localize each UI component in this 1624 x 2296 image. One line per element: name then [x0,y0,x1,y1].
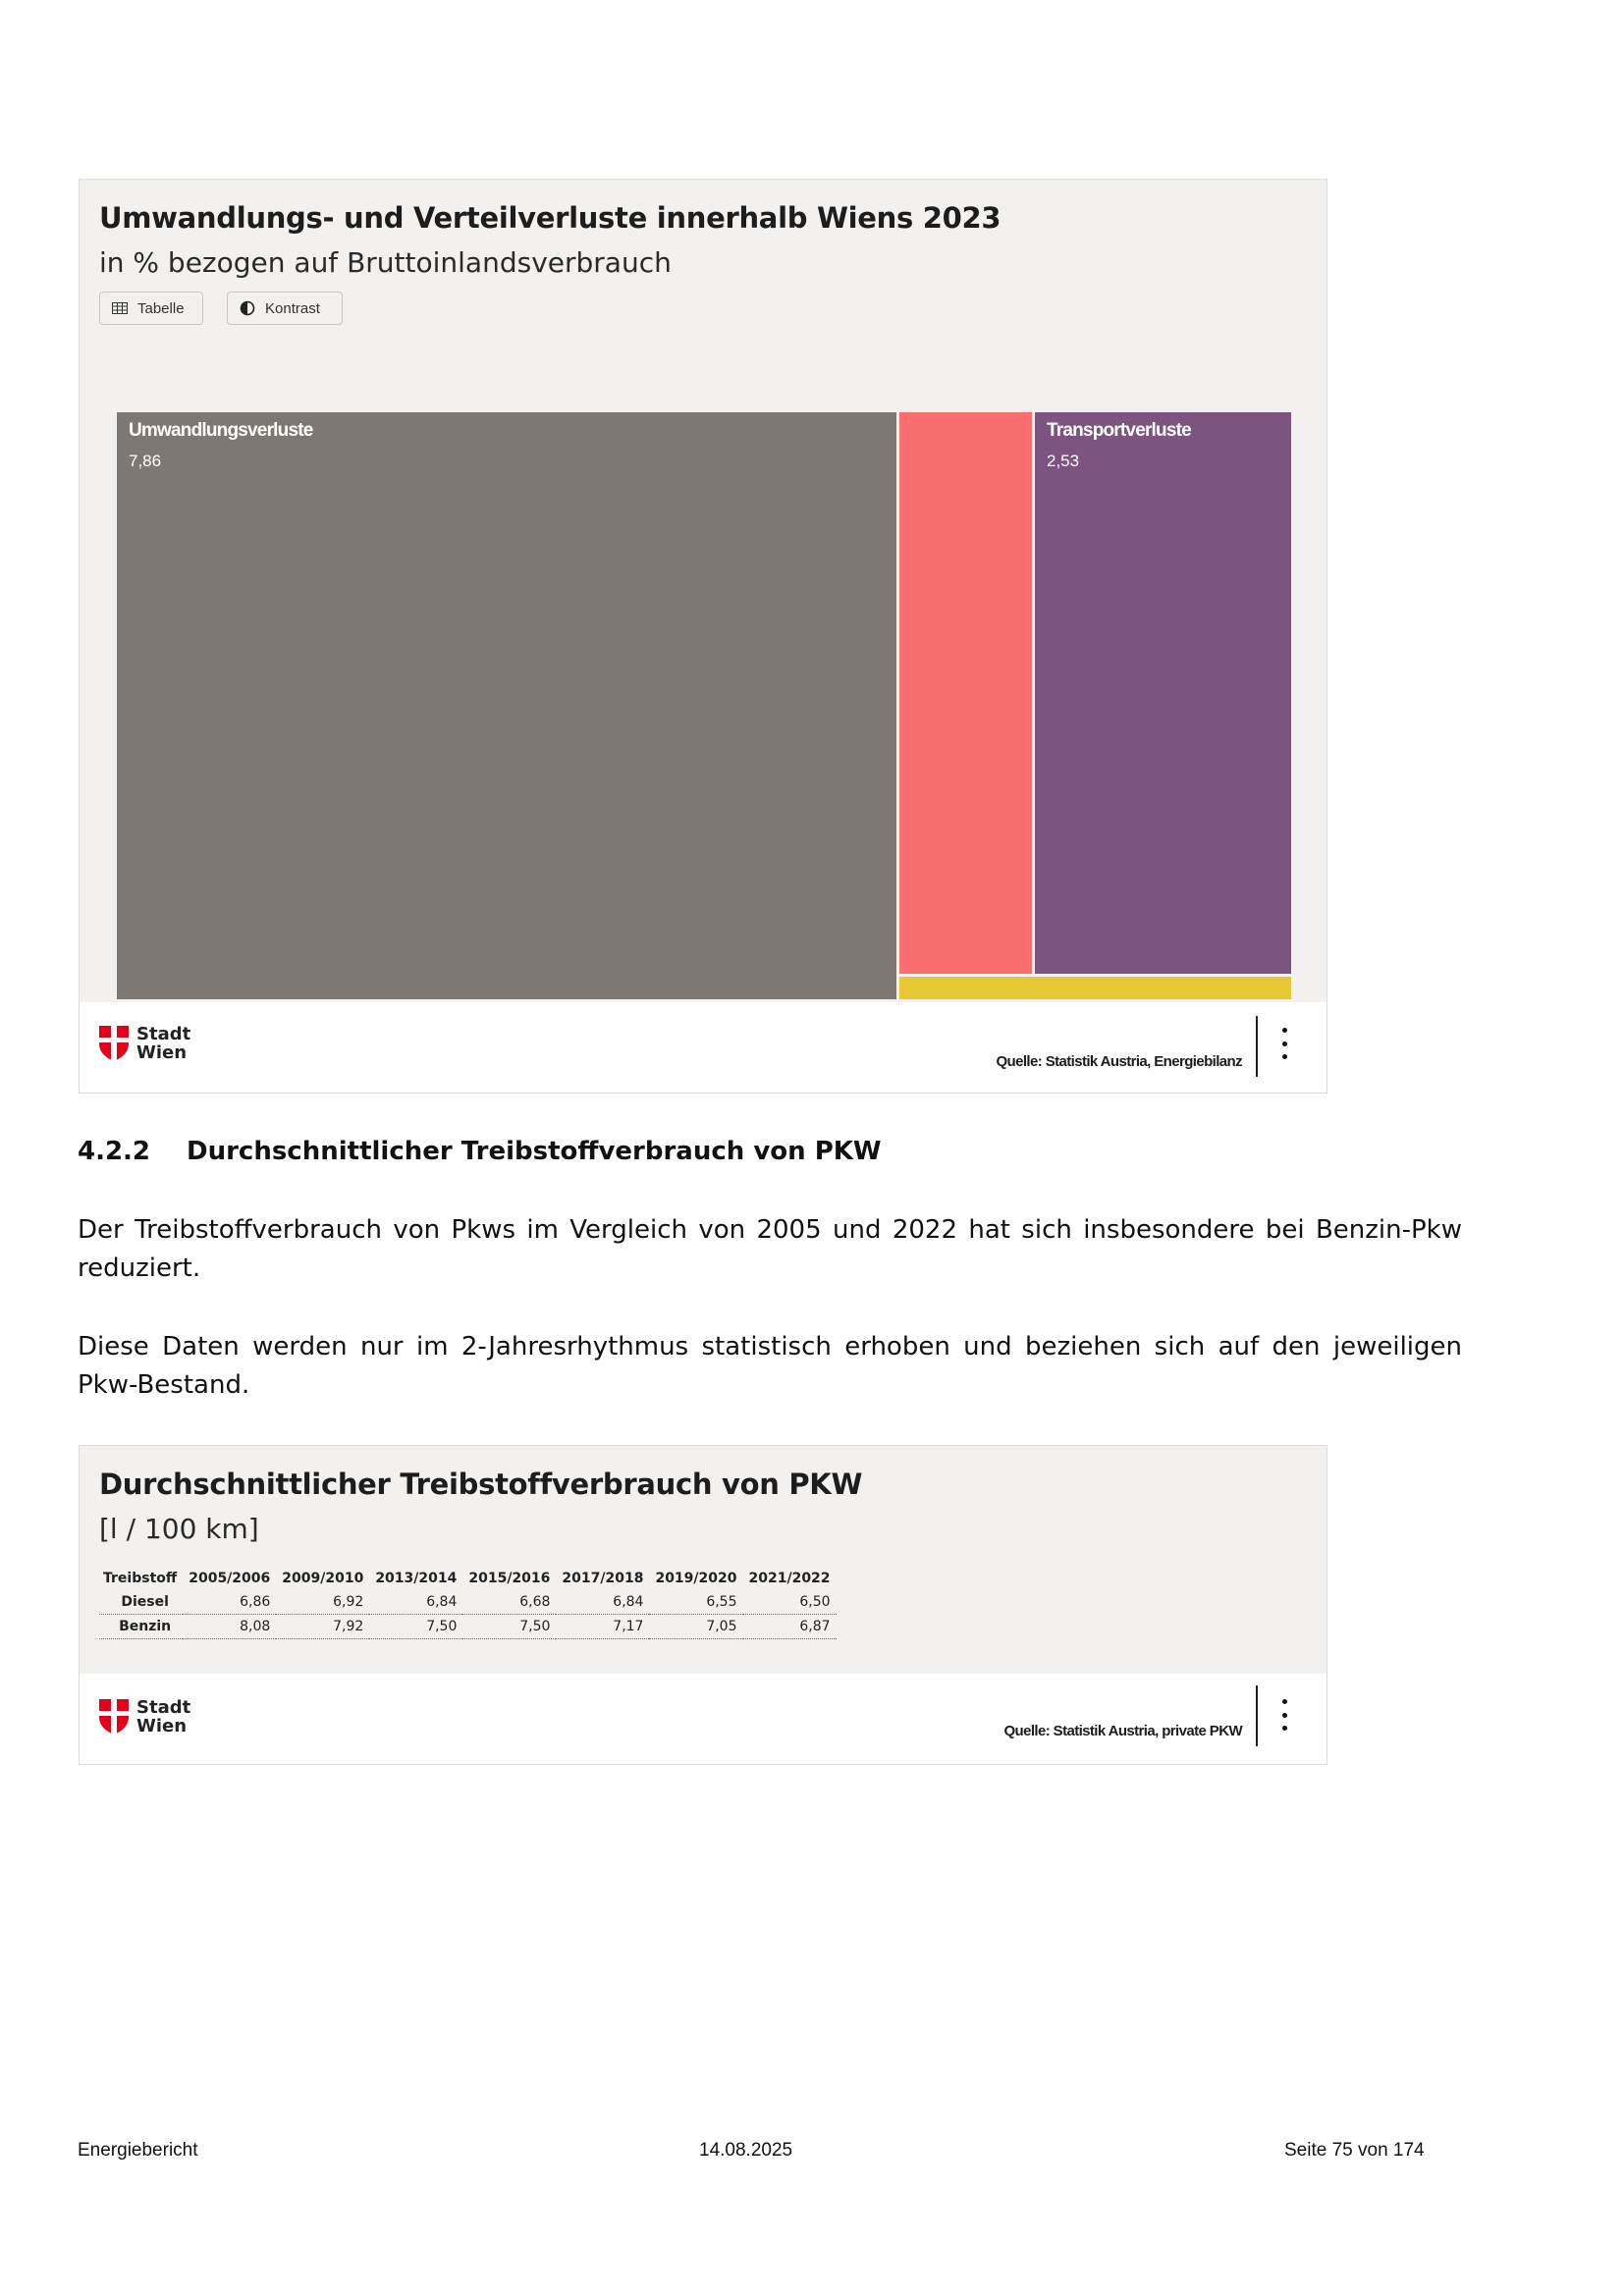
section-title: Durchschnittlicher Treibstoffverbrauch von PKW [187,1137,882,1166]
treemap-title: Umwandlungs- und Verteilverluste innerhalb Wiens 2023 [99,201,1001,235]
logo-word-stadt: Stadt [136,1697,191,1718]
column-header: 2005/2006 [189,1571,271,1586]
table-cell: 8,08 [183,1615,276,1639]
footer-page-number: Seite 75 von 174 [1284,2140,1425,2161]
treemap-card-footer [80,1002,1326,1093]
column-header: 2019/2020 [655,1571,737,1586]
treemap-tile-value: 2,53 [1047,452,1080,470]
fuel-card-unit: [l / 100 km] [99,1513,259,1545]
table-button-label: Tabelle [137,299,185,317]
table-cell: 7,50 [369,1615,462,1639]
logo-word-stadt: Stadt [136,1024,191,1044]
table-cell: 7,50 [462,1615,556,1639]
table-header-row [99,1569,837,1590]
table-cell: 6,84 [556,1590,649,1615]
treemap-tile-label: Transportverluste [1047,420,1191,441]
table-cell: 7,92 [276,1615,369,1639]
treemap-source: Quelle: Statistik Austria, Energiebilanz [996,1053,1242,1070]
fuel-table [99,1569,837,1639]
column-header: 2021/2022 [748,1571,831,1586]
table-cell: 6,84 [369,1590,462,1615]
logo-word-wien: Wien [136,1042,188,1063]
footer-separator [1256,1016,1258,1077]
fuel-card-footer [80,1674,1326,1764]
stadt-wien-logo [99,1698,190,1735]
fuel-card [79,1445,1327,1765]
table-cell: 6,87 [743,1615,837,1639]
treemap-tile-4[interactable] [899,977,1291,999]
treemap-tile-1[interactable] [117,412,896,999]
stadt-wien-logo [99,1025,190,1062]
row-label: Benzin [99,1615,183,1639]
treemap-chart [117,412,1291,999]
footer-document-name: Energiebericht [78,2140,198,2161]
treemap-card [79,179,1327,1094]
table-cell: 6,68 [462,1590,556,1615]
vienna-shield-icon [99,1026,129,1061]
contrast-button-label: Kontrast [265,299,320,317]
treemap-subtitle: in % bezogen auf Bruttoinlandsverbrauch [99,246,672,279]
table-cell: 7,05 [649,1615,742,1639]
column-header: 2015/2016 [468,1571,551,1586]
fuel-card-title: Durchschnittlicher Treibstoffverbrauch von PKW [99,1468,863,1501]
logo-word-wien: Wien [136,1716,188,1736]
table-cell: 6,55 [649,1590,742,1615]
column-header: Treibstoff [103,1571,178,1586]
footer-separator [1256,1685,1258,1746]
table-cell: 6,50 [743,1590,837,1615]
table-row [99,1615,837,1639]
table-icon [112,302,128,314]
more-options-menu[interactable] [1279,1028,1289,1059]
treemap-tile-2[interactable] [899,412,1032,974]
column-header: 2013/2014 [375,1571,458,1586]
treemap-tile-3[interactable] [1035,412,1291,974]
table-cell: 6,92 [276,1590,369,1615]
treemap-tile-value: 7,86 [129,452,162,470]
column-header: 2009/2010 [282,1571,364,1586]
table-button[interactable] [99,292,203,325]
contrast-button[interactable] [227,292,343,325]
more-options-menu[interactable] [1279,1699,1289,1731]
vienna-shield-icon [99,1699,129,1735]
treemap-tile-label: Umwandlungsverluste [129,420,313,441]
paragraph-1: Der Treibstoffverbrauch von Pkws im Vergleich von 2005 und 2022 hat sich insbesondere bei Benzin-Pkw reduziert. [78,1215,1462,1283]
table-cell: 6,86 [183,1590,276,1615]
table-cell: 7,17 [556,1615,649,1639]
contrast-icon [240,300,255,316]
column-header: 2017/2018 [562,1571,644,1586]
paragraph-2: Diese Daten werden nur im 2-Jahresrhythmus statistisch erhoben und beziehen sich auf den jeweiligen Pkw-Bestand. [78,1332,1462,1400]
fuel-source: Quelle: Statistik Austria, private PKW [1003,1723,1242,1739]
table-row [99,1590,837,1615]
row-label: Diesel [99,1590,183,1615]
section-number: 4.2.2 [78,1137,151,1166]
footer-date: 14.08.2025 [699,2140,793,2161]
